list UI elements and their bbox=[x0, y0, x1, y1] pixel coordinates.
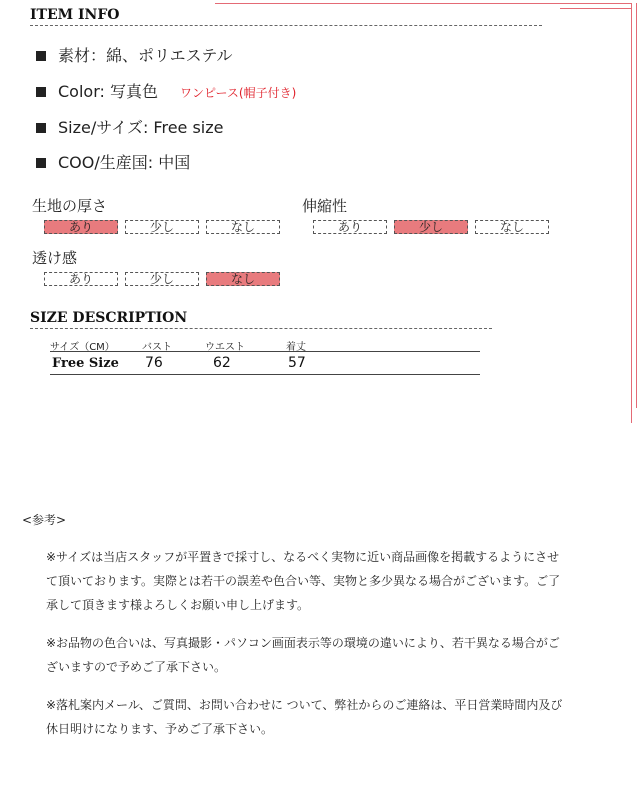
thickness-option-none: なし bbox=[206, 220, 280, 234]
reference-note: ※サイズは当店スタッフが平置きで採寸し、なるべく実物に近い商品画像を掲載するようにさせて頂いております。実際とは若干の誤差や色合い等、実物と多少異なる場合がございます。ご了承して頂きます様よろしくお願い申し上げます。 bbox=[46, 550, 561, 612]
size-row-length: 57 bbox=[288, 355, 306, 371]
heading-divider bbox=[30, 328, 492, 329]
heading-divider bbox=[30, 25, 542, 26]
thickness-label: 生地の厚さ bbox=[32, 197, 108, 215]
spec-note: ワンピース(帽子付き) bbox=[179, 86, 297, 100]
thickness-option-yes: あり bbox=[44, 220, 118, 234]
reference-note: ※お品物の色合いは、写真撮影・パソコン画面表示等の環境の違いにより、若干異なる場合がございますので予めご了承下さい。 bbox=[46, 636, 560, 674]
reference-title: <参考> bbox=[22, 513, 67, 527]
size-row-name: Free Size bbox=[52, 356, 119, 371]
thickness-option-little: 少し bbox=[125, 220, 199, 234]
sheer-option-none: なし bbox=[206, 272, 280, 286]
spec-text: COO/生産国: 中国 bbox=[58, 153, 191, 172]
spec-text: Size/サイズ: Free size bbox=[58, 118, 224, 137]
table-rule bbox=[50, 374, 480, 375]
waist-col-header: ウエスト bbox=[205, 342, 245, 353]
spec-material bbox=[36, 43, 233, 66]
bullet-square-icon bbox=[36, 158, 46, 168]
stretch-option-yes: あり bbox=[313, 220, 387, 234]
spec-size bbox=[36, 115, 224, 138]
bullet-square-icon bbox=[36, 51, 46, 61]
stretch-option-none: なし bbox=[475, 220, 549, 234]
sheer-option-little: 少し bbox=[125, 272, 199, 286]
size-row-waist: 62 bbox=[213, 355, 231, 371]
spec-text: Color: 写真色 bbox=[58, 82, 158, 101]
stretch-option-little: 少し bbox=[394, 220, 468, 234]
sheer-label: 透け感 bbox=[32, 249, 78, 267]
stretch-label: 伸縮性 bbox=[302, 197, 348, 215]
item-info-heading: ITEM INFO bbox=[30, 7, 120, 23]
decorative-frame-line bbox=[636, 3, 637, 408]
sheer-option-yes: あり bbox=[44, 272, 118, 286]
table-rule bbox=[50, 351, 480, 352]
length-col-header: 着丈 bbox=[286, 342, 306, 353]
decorative-frame-line bbox=[631, 3, 632, 423]
spec-text: 素材：綿、ポリエステル bbox=[58, 46, 233, 65]
size-col-header: サイズ（CM） bbox=[50, 342, 115, 353]
size-row-bust: 76 bbox=[145, 355, 163, 371]
reference-note: ※落札案内メール、ご質問、お問い合わせに ついて、弊社からのご連絡は、平日営業時間内及び休日明けになります、予めご了承下さい。 bbox=[46, 698, 563, 736]
bust-col-header: バスト bbox=[142, 342, 172, 353]
size-description-heading: SIZE DESCRIPTION bbox=[30, 310, 188, 326]
decorative-frame-line bbox=[215, 3, 632, 4]
decorative-frame-line bbox=[560, 8, 632, 9]
bullet-square-icon bbox=[36, 123, 46, 133]
bullet-square-icon bbox=[36, 87, 46, 97]
spec-origin bbox=[36, 150, 190, 173]
spec-color bbox=[36, 79, 296, 102]
